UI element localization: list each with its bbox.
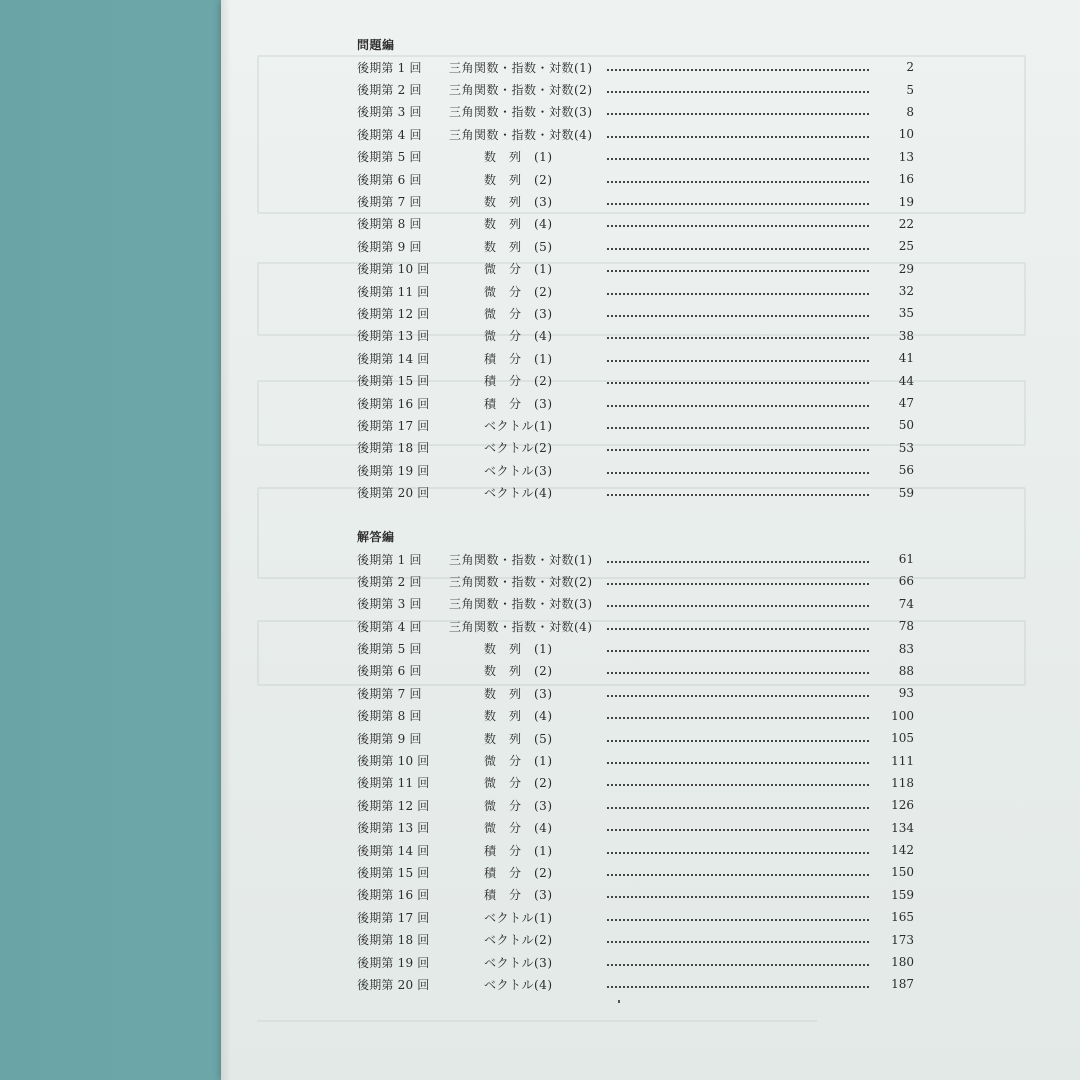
toc-entry-page-number: 173	[891, 932, 914, 947]
toc-entry-page-number: 47	[898, 396, 914, 411]
dot-leader	[607, 716, 869, 719]
toc-entry	[357, 727, 917, 749]
dot-leader	[607, 671, 869, 674]
problems-entry-list	[357, 56, 917, 504]
toc-entry-topic: ベクトル(3)	[484, 463, 553, 478]
toc-entry-topic: 数 列 (5)	[484, 731, 553, 746]
toc-entry	[357, 190, 917, 212]
toc-entry-topic: 数 列 (2)	[484, 172, 553, 187]
toc-entry-lesson: 後期第 7 回	[357, 195, 422, 210]
toc-entry-lesson: 後期第 1 回	[357, 60, 422, 75]
toc-entry	[357, 749, 917, 771]
toc-entry-page-number: 44	[898, 373, 914, 388]
toc-entry-topic: 積 分 (3)	[484, 396, 553, 411]
toc-entry-topic: 微 分 (3)	[484, 306, 553, 321]
dot-leader	[607, 851, 869, 854]
dot-leader	[607, 135, 869, 138]
toc-entry	[357, 302, 917, 324]
toc-entry-lesson: 後期第 17 回	[357, 418, 430, 433]
toc-entry-page-number: 29	[898, 261, 914, 276]
toc-entry	[357, 392, 917, 414]
toc-entry-lesson: 後期第 13 回	[357, 821, 430, 836]
toc-entry-page-number: 88	[898, 663, 914, 678]
toc-entry-page-number: 2	[906, 60, 914, 75]
toc-entry	[357, 325, 917, 347]
dot-leader	[607, 359, 869, 362]
toc-entry-lesson: 後期第 2 回	[357, 83, 422, 98]
toc-entry-page-number: 150	[891, 865, 914, 880]
toc-entry-page-number: 8	[906, 104, 914, 119]
dot-leader	[607, 783, 869, 786]
toc-entry-page-number: 53	[898, 440, 914, 455]
toc-entry-lesson: 後期第 10 回	[357, 262, 430, 277]
toc-entry-topic: ベクトル(4)	[484, 486, 553, 501]
toc-entry-lesson: 後期第 11 回	[357, 776, 430, 791]
toc-entry-page-number: 66	[898, 574, 914, 589]
toc-entry-lesson: 後期第 10 回	[357, 754, 430, 769]
toc-entry	[357, 906, 917, 928]
toc-entry-lesson: 後期第 5 回	[357, 150, 422, 165]
toc-entry	[357, 369, 917, 391]
toc-entry-topic: 三角関数・指数・対数(3)	[449, 105, 593, 120]
toc-entry	[357, 570, 917, 592]
toc-entry	[357, 548, 917, 570]
toc-entry-page-number: 74	[898, 596, 914, 611]
toc-entry	[357, 928, 917, 950]
toc-entry-page-number: 35	[898, 306, 914, 321]
toc-entry-lesson: 後期第 12 回	[357, 798, 430, 813]
dot-leader	[607, 404, 869, 407]
toc-entry	[357, 660, 917, 682]
toc-entry-page-number: 50	[898, 418, 914, 433]
dot-leader	[607, 739, 869, 742]
table-of-contents	[357, 34, 917, 996]
dot-leader	[607, 247, 869, 250]
toc-entry-lesson: 後期第 16 回	[357, 396, 430, 411]
dot-leader	[607, 292, 869, 295]
toc-entry-topic: 微 分 (1)	[484, 754, 553, 769]
toc-entry-lesson: 後期第 18 回	[357, 933, 430, 948]
toc-entry-page-number: 83	[898, 641, 914, 656]
toc-entry-topic: 微 分 (2)	[484, 776, 553, 791]
toc-entry-page-number: 105	[891, 731, 914, 746]
toc-entry-lesson: 後期第 3 回	[357, 105, 422, 120]
dot-leader	[607, 582, 869, 585]
toc-entry-topic: ベクトル(1)	[484, 418, 553, 433]
toc-entry-lesson: 後期第 14 回	[357, 843, 430, 858]
toc-entry-topic: 数 列 (3)	[484, 686, 553, 701]
toc-entry-topic: ベクトル(4)	[484, 977, 553, 992]
toc-entry-page-number: 93	[898, 686, 914, 701]
toc-entry	[357, 481, 917, 503]
toc-entry-page-number: 78	[898, 619, 914, 634]
toc-entry-lesson: 後期第 13 回	[357, 329, 430, 344]
toc-entry-page-number: 187	[891, 977, 914, 992]
toc-entry-topic: 数 列 (3)	[484, 195, 553, 210]
toc-entry-lesson: 後期第 5 回	[357, 642, 422, 657]
toc-entry-page-number: 25	[898, 239, 914, 254]
toc-entry-topic: 三角関数・指数・対数(4)	[449, 619, 593, 634]
toc-entry-lesson: 後期第 19 回	[357, 463, 430, 478]
toc-entry-page-number: 59	[898, 485, 914, 500]
toc-entry	[357, 682, 917, 704]
toc-entry	[357, 772, 917, 794]
toc-entry	[357, 615, 917, 637]
toc-entry-page-number: 100	[891, 708, 914, 723]
toc-entry-page-number: 180	[891, 955, 914, 970]
toc-entry-page-number: 41	[898, 351, 914, 366]
toc-entry	[357, 459, 917, 481]
toc-entry-page-number: 32	[898, 284, 914, 299]
ink-speck	[618, 1000, 620, 1003]
toc-entry-lesson: 後期第 6 回	[357, 172, 422, 187]
toc-entry	[357, 280, 917, 302]
toc-entry	[357, 637, 917, 659]
toc-entry-page-number: 5	[906, 82, 914, 97]
dot-leader	[607, 381, 869, 384]
toc-entry-page-number: 38	[898, 328, 914, 343]
dot-leader	[607, 649, 869, 652]
toc-entry-page-number: 111	[891, 753, 914, 768]
toc-entry-topic: 微 分 (1)	[484, 262, 553, 277]
dot-leader	[607, 90, 869, 93]
dot-leader	[607, 112, 869, 115]
toc-entry-lesson: 後期第 14 回	[357, 351, 430, 366]
dot-leader	[607, 426, 869, 429]
toc-entry	[357, 213, 917, 235]
dot-leader	[607, 314, 869, 317]
dot-leader	[607, 68, 869, 71]
dot-leader	[607, 985, 869, 988]
toc-entry-page-number: 118	[891, 775, 914, 790]
answers-entry-list	[357, 548, 917, 996]
toc-entry-topic: 積 分 (1)	[484, 351, 553, 366]
dot-leader	[607, 895, 869, 898]
dot-leader	[607, 806, 869, 809]
toc-entry-lesson: 後期第 1 回	[357, 552, 422, 567]
dot-leader	[607, 694, 869, 697]
toc-entry-page-number: 13	[898, 149, 914, 164]
toc-entry-topic: 微 分 (2)	[484, 284, 553, 299]
dot-leader	[607, 269, 869, 272]
dot-leader	[607, 493, 869, 496]
toc-entry-topic: 三角関数・指数・対数(4)	[449, 127, 593, 142]
toc-entry-lesson: 後期第 4 回	[357, 619, 422, 634]
dot-leader	[607, 471, 869, 474]
dot-leader	[607, 448, 869, 451]
toc-entry-page-number: 19	[898, 194, 914, 209]
toc-entry-page-number: 159	[891, 887, 914, 902]
toc-entry-lesson: 後期第 16 回	[357, 888, 430, 903]
dot-leader	[607, 604, 869, 607]
toc-entry-topic: 三角関数・指数・対数(2)	[449, 574, 593, 589]
toc-entry-page-number: 126	[891, 798, 914, 813]
toc-entry	[357, 347, 917, 369]
toc-entry-topic: 数 列 (1)	[484, 150, 553, 165]
toc-entry-lesson: 後期第 19 回	[357, 955, 430, 970]
dot-leader	[607, 202, 869, 205]
toc-entry-lesson: 後期第 9 回	[357, 239, 422, 254]
toc-entry	[357, 437, 917, 459]
toc-entry-topic: 数 列 (1)	[484, 642, 553, 657]
toc-entry	[357, 973, 917, 995]
toc-entry	[357, 705, 917, 727]
toc-entry-topic: 三角関数・指数・対数(1)	[449, 552, 593, 567]
toc-entry-page-number: 22	[898, 216, 914, 231]
toc-entry-topic: 数 列 (2)	[484, 664, 553, 679]
toc-entry-lesson: 後期第 20 回	[357, 486, 430, 501]
toc-entry	[357, 593, 917, 615]
toc-entry-page-number: 142	[891, 843, 914, 858]
toc-entry-topic: 数 列 (4)	[484, 217, 553, 232]
dot-leader	[607, 940, 869, 943]
toc-entry-topic: 積 分 (2)	[484, 865, 553, 880]
toc-entry	[357, 258, 917, 280]
bleed-through-rule	[257, 1020, 817, 1022]
toc-entry-lesson: 後期第 7 回	[357, 686, 422, 701]
toc-entry-lesson: 後期第 20 回	[357, 977, 430, 992]
section-heading-answers: 解答編	[357, 529, 395, 544]
dot-leader	[607, 627, 869, 630]
toc-entry-lesson: 後期第 2 回	[357, 574, 422, 589]
dot-leader	[607, 873, 869, 876]
toc-entry-page-number: 134	[891, 820, 914, 835]
toc-entry-lesson: 後期第 12 回	[357, 306, 430, 321]
toc-entry	[357, 951, 917, 973]
toc-entry	[357, 146, 917, 168]
section-spacer	[357, 504, 917, 526]
toc-entry-lesson: 後期第 9 回	[357, 731, 422, 746]
toc-entry	[357, 794, 917, 816]
dot-leader	[607, 180, 869, 183]
toc-entry	[357, 839, 917, 861]
toc-entry-topic: ベクトル(2)	[484, 441, 553, 456]
toc-entry-topic: 数 列 (4)	[484, 709, 553, 724]
toc-entry-lesson: 後期第 4 回	[357, 127, 422, 142]
toc-entry-topic: 三角関数・指数・対数(2)	[449, 83, 593, 98]
toc-entry-topic: 積 分 (1)	[484, 843, 553, 858]
toc-entry-lesson: 後期第 15 回	[357, 374, 430, 389]
dot-leader	[607, 560, 869, 563]
toc-entry	[357, 235, 917, 257]
toc-entry-page-number: 56	[898, 463, 914, 478]
toc-entry-lesson: 後期第 15 回	[357, 865, 430, 880]
toc-entry-topic: 微 分 (4)	[484, 329, 553, 344]
toc-entry-lesson: 後期第 8 回	[357, 709, 422, 724]
toc-entry-topic: 三角関数・指数・対数(3)	[449, 597, 593, 612]
toc-entry-topic: ベクトル(3)	[484, 955, 553, 970]
toc-entry-topic: ベクトル(1)	[484, 910, 553, 925]
toc-entry-page-number: 16	[898, 172, 914, 187]
dot-leader	[607, 828, 869, 831]
dot-leader	[607, 918, 869, 921]
dot-leader	[607, 336, 869, 339]
toc-entry	[357, 123, 917, 145]
toc-entry	[357, 884, 917, 906]
toc-entry-topic: 積 分 (2)	[484, 374, 553, 389]
toc-entry-topic: ベクトル(2)	[484, 933, 553, 948]
dot-leader	[607, 224, 869, 227]
toc-entry-page-number: 61	[898, 552, 914, 566]
toc-entry-topic: 微 分 (3)	[484, 798, 553, 813]
toc-entry	[357, 861, 917, 883]
toc-entry	[357, 817, 917, 839]
toc-entry-topic: 微 分 (4)	[484, 821, 553, 836]
toc-entry-lesson: 後期第 17 回	[357, 910, 430, 925]
toc-entry-lesson: 後期第 11 回	[357, 284, 430, 299]
toc-entry-lesson: 後期第 8 回	[357, 217, 422, 232]
dot-leader	[607, 157, 869, 160]
toc-entry	[357, 56, 917, 78]
section-heading-problems: 問題編	[357, 38, 395, 52]
toc-entry-lesson: 後期第 18 回	[357, 441, 430, 456]
toc-entry	[357, 101, 917, 123]
toc-entry-topic: 三角関数・指数・対数(1)	[449, 60, 593, 75]
toc-entry-page-number: 165	[891, 910, 914, 925]
toc-entry	[357, 414, 917, 436]
toc-entry-lesson: 後期第 3 回	[357, 597, 422, 612]
toc-entry-lesson: 後期第 6 回	[357, 664, 422, 679]
toc-entry-topic: 数 列 (5)	[484, 239, 553, 254]
toc-entry-topic: 積 分 (3)	[484, 888, 553, 903]
toc-entry-page-number: 10	[898, 127, 914, 142]
toc-entry	[357, 168, 917, 190]
dot-leader	[607, 963, 869, 966]
dot-leader	[607, 761, 869, 764]
toc-entry	[357, 78, 917, 100]
